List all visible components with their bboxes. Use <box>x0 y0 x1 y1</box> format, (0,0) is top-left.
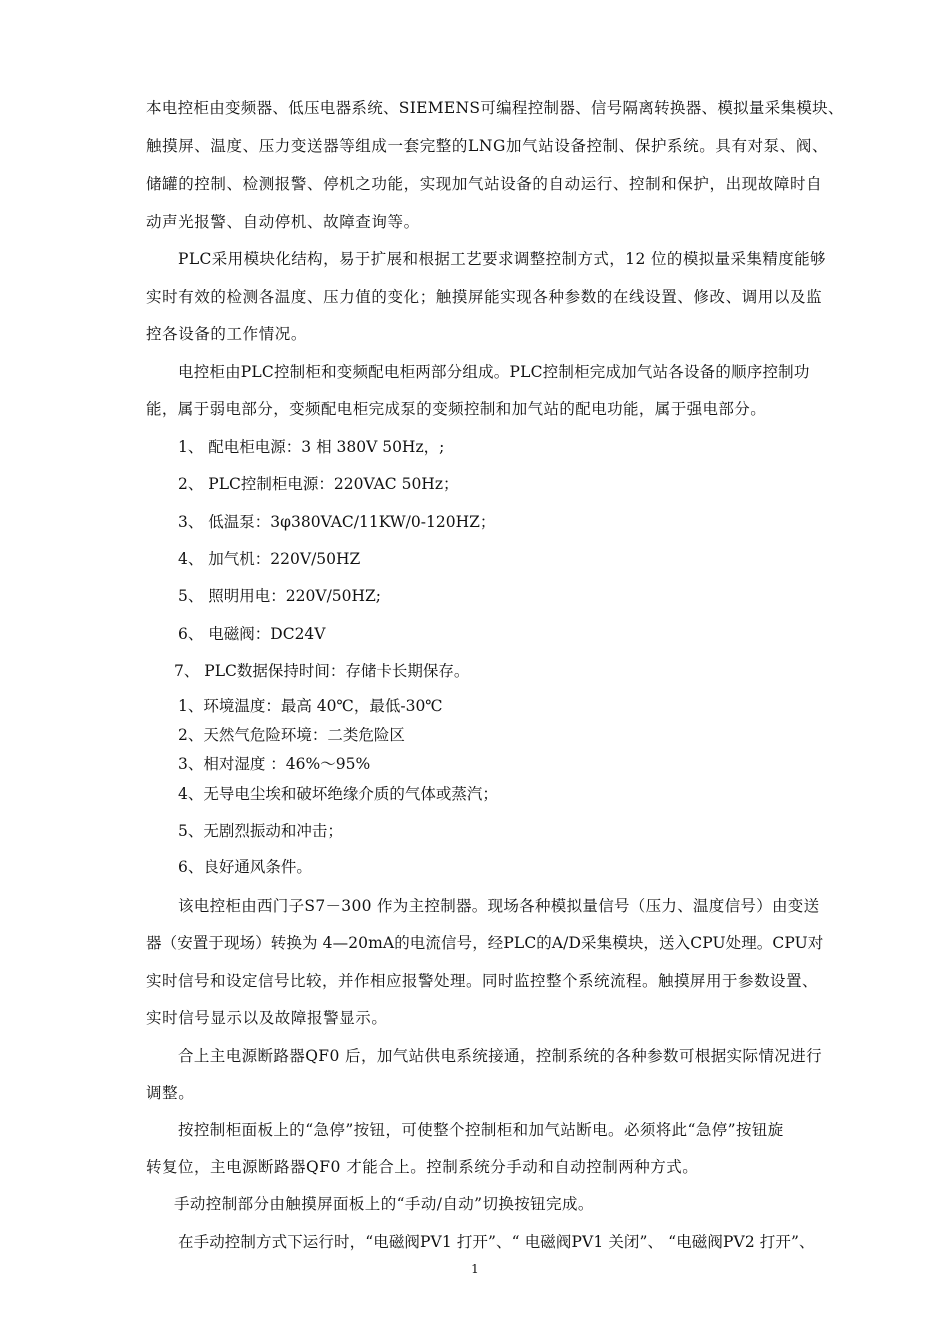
paragraph-line: 手动控制部分由触摸屏面板上的“手动/自动”切换按钮完成。 <box>174 1195 594 1213</box>
list-item: 6、 电磁阀：DC24V <box>178 625 326 643</box>
list-item: 2、天然气危险环境：二类危险区 <box>178 726 405 744</box>
paragraph-line: 调整。 <box>146 1084 195 1102</box>
paragraph-line: 按控制柜面板上的“急停”按钮，可使整个控制柜和加气站断电。必须将此“急停”按钮旋 <box>178 1121 784 1139</box>
page-number: 1 <box>471 1262 479 1276</box>
list-item: 4、 加气机：220V/50HZ <box>178 550 361 568</box>
paragraph-line: 实时有效的检测各温度、压力值的变化；触摸屏能实现各种参数的在线设置、修改、调用以及监 <box>146 288 823 306</box>
paragraph-line: PLC采用模块化结构，易于扩展和根据工艺要求调整控制方式，12 位的模拟量采集精度能够 <box>178 250 826 268</box>
paragraph-line: 触摸屏、温度、压力变送器等组成一套完整的LNG加气站设备控制、保护系统。具有对泵、阀、 <box>146 137 829 155</box>
paragraph-line: 该电控柜由西门子S7－300 作为主控制器。现场各种模拟量信号（压力、温度信号）由变送 <box>178 897 820 915</box>
list-item: 1、环境温度：最高 40℃，最低-30℃ <box>178 697 443 715</box>
list-item: 5、 照明用电：220V/50HZ; <box>178 587 382 605</box>
paragraph-line: 电控柜由PLC控制柜和变频配电柜两部分组成。PLC控制柜完成加气站各设备的顺序控制功 <box>178 363 810 381</box>
paragraph-line: 实时信号显示以及故障报警显示。 <box>146 1009 388 1027</box>
paragraph-line: 本电控柜由变频器、低压电器系统、SIEMENS可编程控制器、信号隔离转换器、模拟量采集模块、 <box>146 99 844 117</box>
list-item: 2、 PLC控制柜电源：220VAC 50Hz； <box>178 475 459 493</box>
paragraph-line: 动声光报警、自动停机、故障查询等。 <box>146 213 420 231</box>
paragraph-line: 在手动控制方式下运行时，“电磁阀PV1 打开”、“ 电磁阀PV1 关闭”、 “电磁阀PV2 打开”、 <box>178 1233 815 1251</box>
paragraph-line: 储罐的控制、检测报警、停机之功能，实现加气站设备的自动运行、控制和保护，出现故障时自 <box>146 175 823 193</box>
list-item: 5、无剧烈振动和冲击； <box>178 822 343 840</box>
paragraph-line: 能，属于弱电部分，变频配电柜完成泵的变频控制和加气站的配电功能，属于强电部分。 <box>146 400 767 418</box>
paragraph-line: 转复位，主电源断路器QF0 才能合上。控制系统分手动和自动控制两种方式。 <box>146 1158 699 1176</box>
list-item: 4、无导电尘埃和破坏绝缘介质的气体或蒸汽； <box>178 785 498 803</box>
list-item: 1、 配电柜电源：3 相 380V 50Hz，; <box>178 438 445 456</box>
paragraph-line: 实时信号和设定信号比较，并作相应报警处理。同时监控整个系统流程。触摸屏用于参数设置、 <box>146 972 819 990</box>
list-item: 7、 PLC数据保持时间：存储卡长期保存。 <box>174 662 470 680</box>
paragraph-line: 合上主电源断路器QF0 后，加气站供电系统接通，控制系统的各种参数可根据实际情况进行 <box>178 1047 823 1065</box>
list-item: 3、相对湿度 ：46%～95% <box>178 755 371 773</box>
list-item: 3、 低温泵：3φ380VAC/11KW/0-120HZ； <box>178 513 496 531</box>
paragraph-line: 控各设备的工作情况。 <box>146 325 308 343</box>
paragraph-line: 器（安置于现场）转换为 4—20mA的电流信号，经PLC的A/D采集模块，送入CPU处理。CPU对 <box>146 934 824 952</box>
list-item: 6、良好通风条件。 <box>178 858 312 876</box>
